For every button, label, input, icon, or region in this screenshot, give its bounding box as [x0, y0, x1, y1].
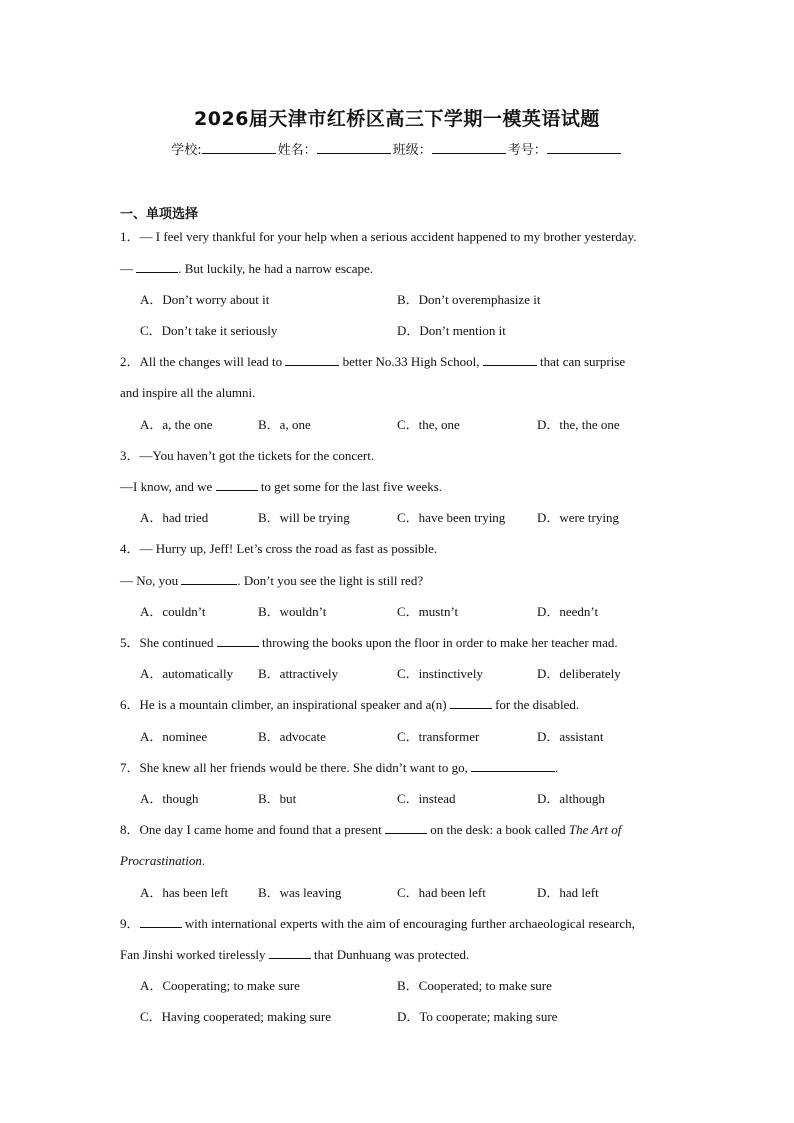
answer-blank — [140, 916, 182, 928]
option-b[interactable]: B．Cooperated; to make sure — [397, 978, 552, 993]
question-number: 7． — [120, 760, 140, 775]
option-d[interactable]: D．had left — [537, 885, 599, 900]
question-text: Fan Jinshi worked tirelessly — [120, 947, 269, 962]
question-text: . — [201, 853, 206, 868]
question-text: —I know, and we — [120, 479, 216, 494]
class-label: 班级： — [392, 143, 432, 158]
question-text: — Hurry up, Jeff! Let’s cross the road as fast as possible. — [139, 541, 438, 556]
name-blank[interactable] — [317, 141, 391, 154]
option-b[interactable]: B．wouldn’t — [258, 604, 327, 619]
section-title: 一、单项选择 — [120, 207, 199, 222]
question-number: 3． — [120, 448, 140, 463]
question-number: 8． — [120, 822, 140, 837]
option-a[interactable]: A．nominee — [140, 729, 208, 744]
question-text: — No, you — [120, 573, 182, 588]
option-b[interactable]: B．but — [258, 791, 297, 806]
option-b[interactable]: B．attractively — [258, 666, 339, 681]
question-text: on the desk: a book called — [426, 822, 569, 837]
question-8 — [120, 822, 621, 838]
answer-blank — [471, 760, 555, 772]
option-a[interactable]: A．automatically — [140, 666, 234, 681]
option-d[interactable]: D．To cooperate; making sure — [397, 1009, 558, 1024]
question-text: . — [555, 760, 559, 775]
option-a[interactable]: A．though — [140, 791, 199, 806]
answer-blank — [217, 635, 259, 647]
question-text: with international experts with the aim of encouraging further archaeological research, — [181, 916, 635, 931]
option-b[interactable]: B．was leaving — [258, 885, 342, 900]
question-text: that can surprise — [536, 354, 626, 369]
option-b[interactable]: B．a, one — [258, 417, 311, 432]
name-label: 姓名： — [277, 143, 317, 158]
answer-blank — [269, 947, 311, 959]
question-3 — [120, 448, 374, 464]
option-c[interactable]: C．Don’t take it seriously — [140, 323, 278, 338]
option-d[interactable]: D．the, the one — [537, 417, 620, 432]
question-9-line2 — [120, 947, 469, 963]
option-c[interactable]: C．have been trying — [397, 510, 506, 525]
question-5 — [120, 635, 618, 651]
question-text: She continued — [139, 635, 217, 650]
exam-no-label: 考号： — [507, 143, 547, 158]
option-b[interactable]: B．will be trying — [258, 510, 350, 525]
school-label: 学校: — [171, 143, 202, 158]
option-c[interactable]: C．had been left — [397, 885, 486, 900]
student-info-line — [0, 139, 794, 158]
question-number: 9． — [120, 916, 140, 931]
option-d[interactable]: D．although — [537, 791, 605, 806]
school-blank[interactable] — [202, 141, 276, 154]
question-6 — [120, 697, 579, 713]
option-d[interactable]: D．needn’t — [537, 604, 599, 619]
exam-title: 2026届天津市红桥区高三下学期一模英语试题 — [194, 108, 600, 130]
exam-no-blank[interactable] — [547, 141, 621, 154]
question-text: All the changes will lead to — [139, 354, 286, 369]
option-a[interactable]: A．couldn’t — [140, 604, 206, 619]
option-a[interactable]: A．Don’t worry about it — [140, 292, 270, 307]
option-c[interactable]: C．the, one — [397, 417, 460, 432]
question-text: —You haven’t got the tickets for the concert. — [139, 448, 375, 463]
question-2-line2: and inspire all the alumni. — [120, 385, 256, 400]
question-text: better No.33 High School, — [339, 354, 483, 369]
answer-blank — [385, 822, 427, 834]
question-text: for the disabled. — [491, 697, 580, 712]
option-d[interactable]: D．assistant — [537, 729, 604, 744]
question-number: 5． — [120, 635, 140, 650]
book-title: Procrastination — [120, 853, 202, 868]
answer-blank — [450, 697, 492, 709]
option-a[interactable]: A．has been left — [140, 885, 229, 900]
question-7 — [120, 760, 558, 776]
option-d[interactable]: D．were trying — [537, 510, 619, 525]
answer-blank — [483, 354, 537, 366]
option-c[interactable]: C．instead — [397, 791, 456, 806]
question-9 — [120, 916, 635, 932]
question-text: He is a mountain climber, an inspirational speaker and a(n) — [139, 697, 450, 712]
answer-blank — [216, 479, 258, 491]
question-number: 1． — [120, 229, 140, 244]
question-number: 4． — [120, 541, 140, 556]
option-d[interactable]: D．Don’t mention it — [397, 323, 506, 338]
option-b[interactable]: B．Don’t overemphasize it — [397, 292, 541, 307]
answer-blank — [285, 354, 339, 366]
option-d[interactable]: D．deliberately — [537, 666, 621, 681]
answer-blank — [181, 573, 237, 585]
question-3-line2 — [120, 479, 442, 495]
question-text: that Dunhuang was protected. — [310, 947, 470, 962]
question-text: She knew all her friends would be there. She didn’t want to go, — [139, 760, 472, 775]
option-a[interactable]: A．a, the one — [140, 417, 213, 432]
question-1 — [120, 229, 636, 245]
question-1-line2 — [120, 261, 373, 277]
option-c[interactable]: C．mustn’t — [397, 604, 459, 619]
question-text: — I feel very thankful for your help when a serious accident happened to my brother yesterday. — [139, 229, 637, 244]
class-blank[interactable] — [432, 141, 506, 154]
option-a[interactable]: A．had tried — [140, 510, 209, 525]
answer-blank — [136, 261, 178, 273]
book-title: The Art of — [568, 822, 622, 837]
question-text: One day I came home and found that a present — [139, 822, 385, 837]
question-text: . Don’t you see the light is still red? — [237, 573, 424, 588]
question-8-line2 — [120, 853, 205, 869]
question-4 — [120, 541, 437, 557]
question-text: throwing the books upon the floor in order to make her teacher mad. — [258, 635, 618, 650]
question-number: 6． — [120, 697, 140, 712]
option-c[interactable]: C．transformer — [397, 729, 480, 744]
question-text: . But luckily, he had a narrow escape. — [178, 261, 374, 276]
option-c[interactable]: C．Having cooperated; making sure — [140, 1009, 331, 1024]
question-text: to get some for the last five weeks. — [257, 479, 443, 494]
question-4-line2 — [120, 573, 423, 589]
question-2 — [120, 354, 625, 370]
option-c[interactable]: C．instinctively — [397, 666, 483, 681]
option-a[interactable]: A．Cooperating; to make sure — [140, 978, 300, 993]
question-text: — — [120, 261, 137, 276]
question-number: 2． — [120, 354, 140, 369]
option-b[interactable]: B．advocate — [258, 729, 326, 744]
